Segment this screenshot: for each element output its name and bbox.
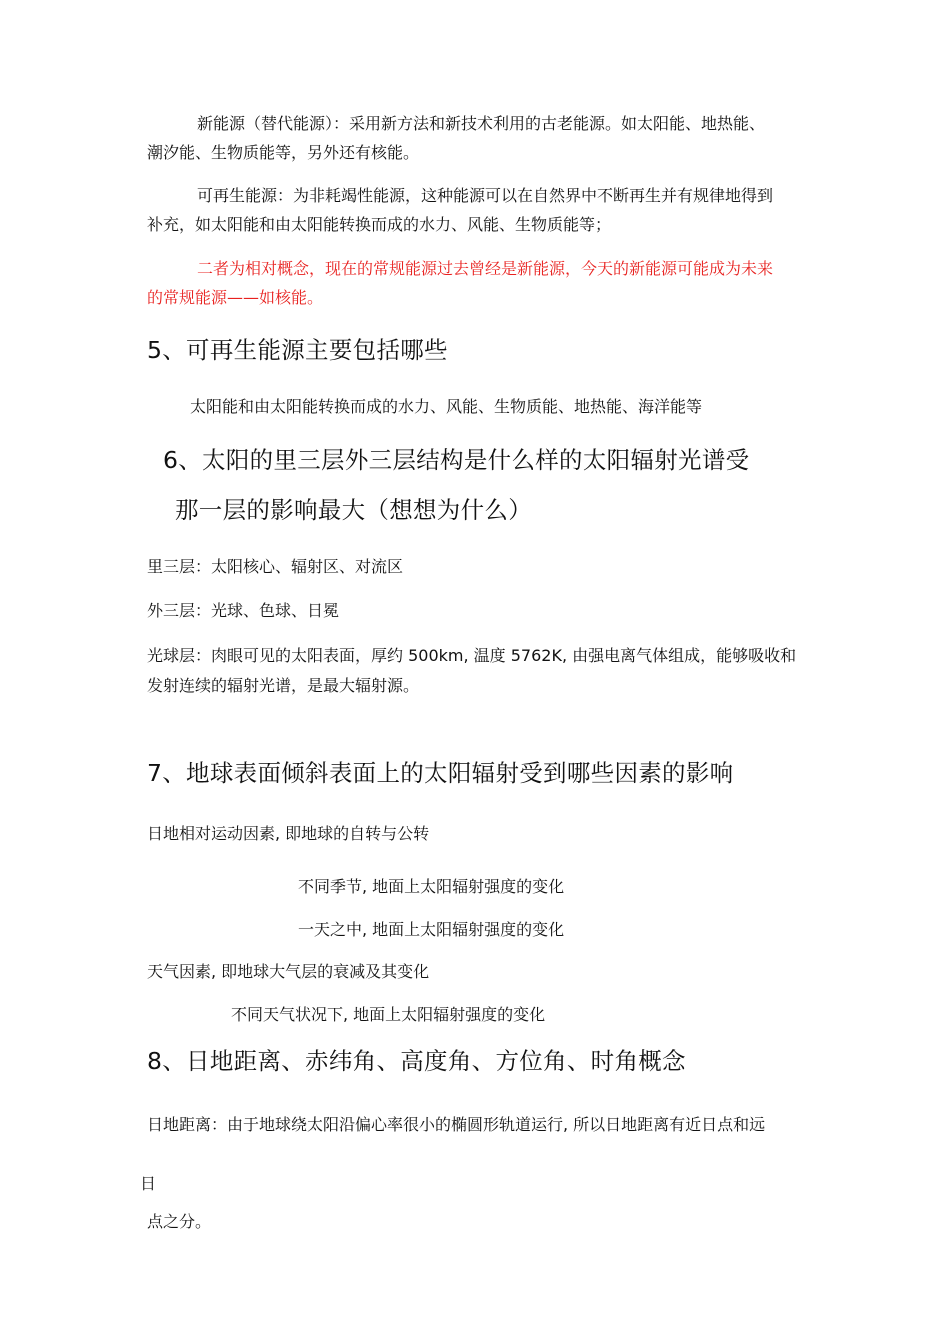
new-energy-line-1: 新能源（替代能源）：采用新方法和新技术利用的古老能源。如太阳能、地热能、	[197, 114, 766, 133]
q6-inner-layers: 里三层：太阳核心、辐射区、对流区	[147, 557, 404, 576]
q6-outer-layers: 外三层：光球、色球、日冕	[147, 601, 340, 620]
new-energy-line-2: 潮汐能、生物质能等，另外还有核能。	[147, 143, 420, 162]
q8-distance-line-2: 日	[140, 1174, 157, 1193]
q7-factor-weather: 天气因素, 即地球大气层的衰减及其变化	[147, 962, 430, 981]
heading-q6-line-1: 6、太阳的里三层外三层结构是什么样的太阳辐射光谱受	[163, 446, 750, 474]
q6-photosphere-line-1: 光球层：肉眼可见的太阳表面，厚约 500km, 温度 5762K, 由强电离气体组成，能够吸收和	[147, 646, 797, 665]
concept-note-line-2: 的常规能源——如核能。	[147, 288, 324, 307]
concept-note-line-1: 二者为相对概念，现在的常规能源过去曾经是新能源，今天的新能源可能成为未来	[197, 259, 774, 278]
q8-distance-line-3: 点之分。	[147, 1212, 212, 1231]
q7-factor-motion-day: 一天之中, 地面上太阳辐射强度的变化	[298, 920, 565, 939]
q8-distance-line-1: 日地距离：由于地球绕太阳沿偏心率很小的椭圆形轨道运行, 所以日地距离有近日点和远	[147, 1115, 766, 1134]
q5-answer: 太阳能和由太阳能转换而成的水力、风能、生物质能、地热能、海洋能等	[190, 397, 703, 416]
q7-factor-weather-conditions: 不同天气状况下, 地面上太阳辐射强度的变化	[231, 1005, 546, 1024]
q7-factor-motion: 日地相对运动因素, 即地球的自转与公转	[147, 824, 430, 843]
heading-q7: 7、地球表面倾斜表面上的太阳辐射受到哪些因素的影响	[147, 759, 734, 787]
renewable-energy-line-2: 补充，如太阳能和由太阳能转换而成的水力、风能、生物质能等；	[147, 215, 612, 234]
heading-q8: 8、日地距离、赤纬角、高度角、方位角、时角概念	[147, 1047, 686, 1075]
q7-factor-motion-seasons: 不同季节, 地面上太阳辐射强度的变化	[298, 877, 565, 896]
renewable-energy-line-1: 可再生能源：为非耗竭性能源，这种能源可以在自然界中不断再生并有规律地得到	[197, 186, 774, 205]
q6-photosphere-line-2: 发射连续的辐射光谱，是最大辐射源。	[147, 676, 420, 695]
heading-q5: 5、可再生能源主要包括哪些	[147, 336, 448, 364]
heading-q6-line-2: 那一层的影响最大（想想为什么）	[175, 496, 532, 524]
